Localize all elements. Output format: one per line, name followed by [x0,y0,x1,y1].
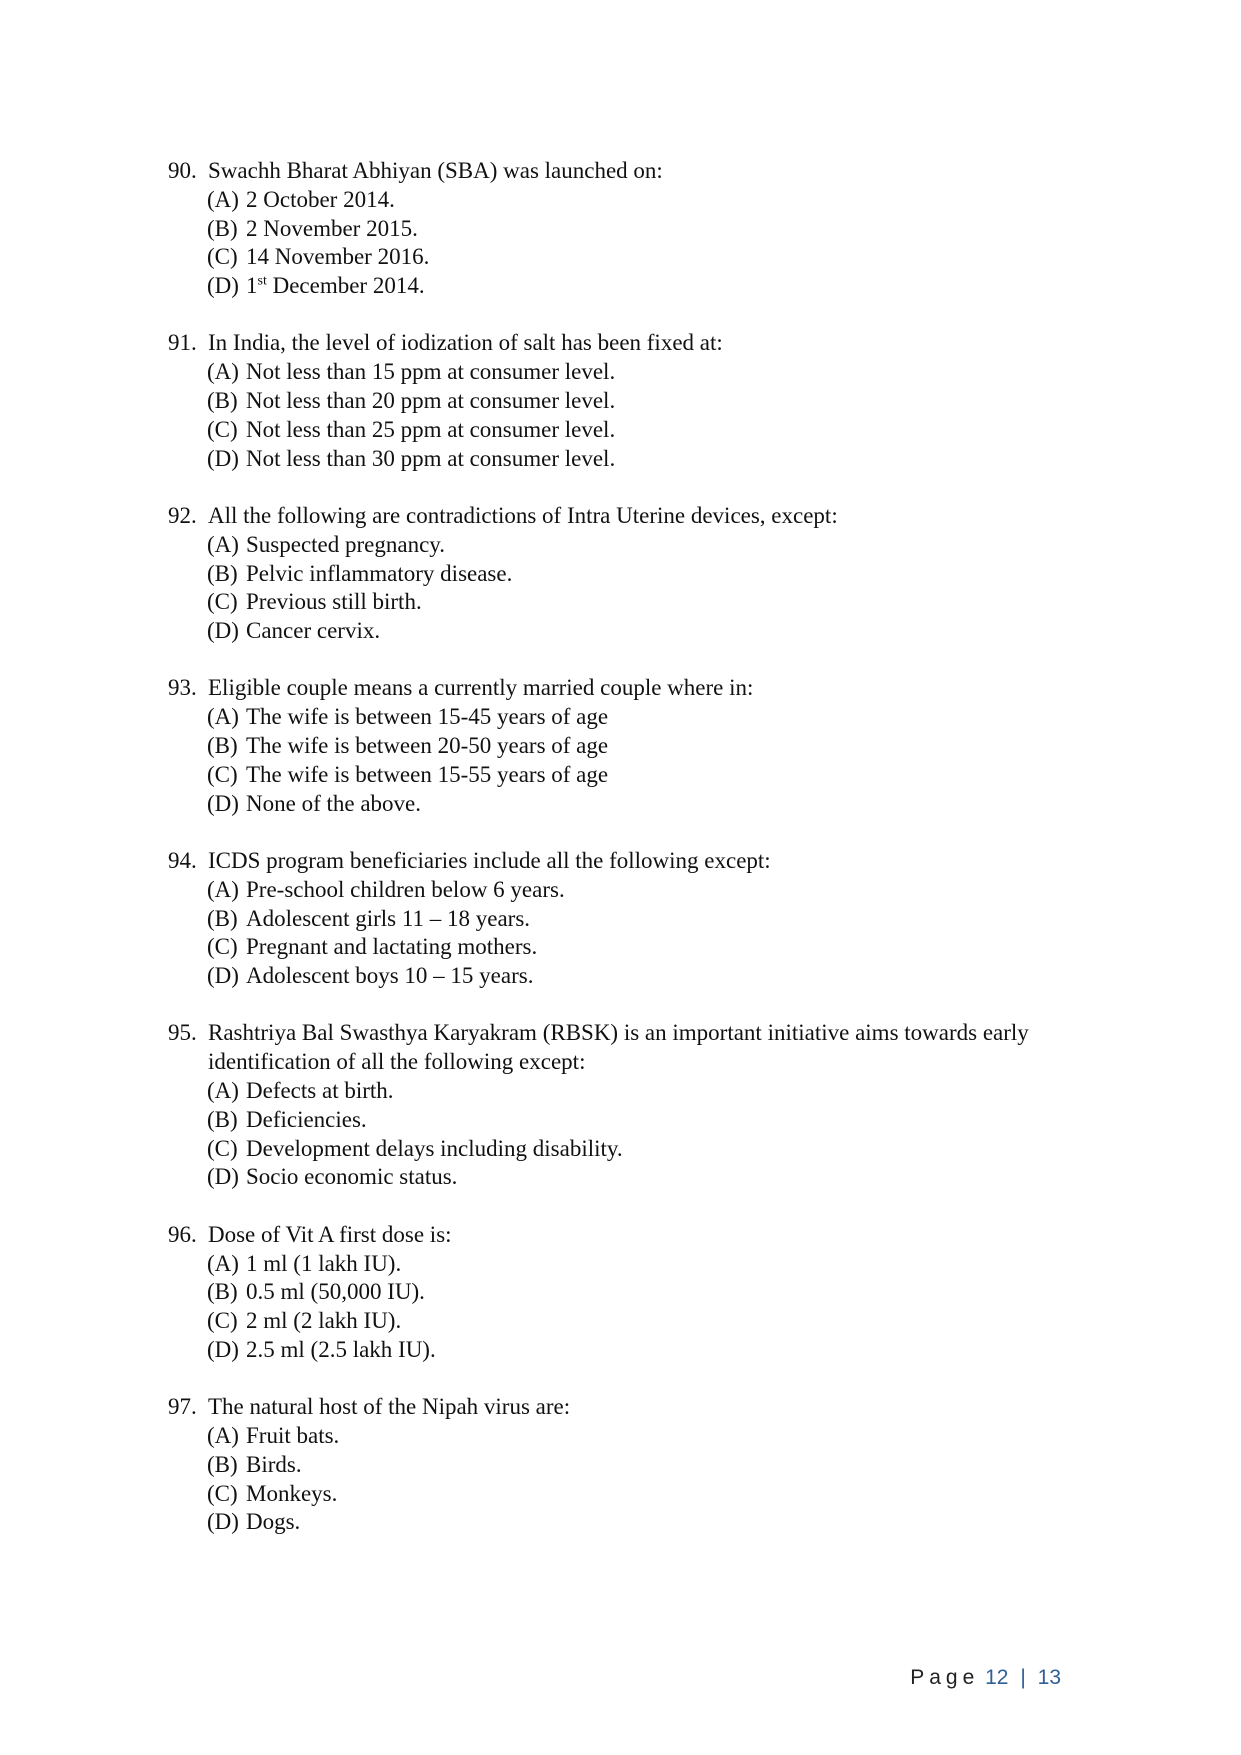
option-label: (A) [207,531,239,557]
option-label: (B) [207,1451,238,1477]
option-label: (C) [207,1308,238,1334]
option-label: (D) [207,790,239,816]
option-d [207,617,1118,646]
total-pages-number: 13 [1037,1666,1061,1689]
option-label: (D) [207,273,239,299]
option-d [207,445,1118,474]
option-b [207,1451,1118,1480]
option-text: Birds. [246,1451,302,1477]
page-footer [0,1666,1061,1690]
ordinal-suffix: st [257,273,267,289]
question-text: Swachh Bharat Abhiyan (SBA) was launched on: [208,158,663,183]
option-label: (C) [207,934,238,960]
option-a [207,531,1118,560]
option-label: (A) [207,1422,239,1448]
question-90 [168,157,1118,301]
option-text: Adolescent girls 11 – 18 years. [246,905,531,931]
question-number: 96. [168,1221,197,1247]
option-text: 2 November 2015. [246,215,418,241]
question-96 [168,1221,1118,1365]
question-number: 97. [168,1394,197,1420]
option-label: (B) [207,560,238,586]
option-label: (A) [207,876,239,902]
option-label: (D) [207,1336,239,1362]
option-a [207,186,1118,215]
option-c [207,588,1118,617]
option-label: (B) [207,1279,238,1305]
option-text: Pre-school children below 6 years. [246,876,565,902]
option-text: 2 ml (2 lakh IU). [246,1308,402,1334]
question-number: 91. [168,330,197,356]
option-label: (D) [207,963,239,989]
option-label: (D) [207,1164,239,1190]
option-text: Dogs. [246,1509,301,1535]
option-label: (A) [207,359,239,385]
option-label: (A) [207,1078,239,1104]
option-b [207,905,1118,934]
option-c [207,933,1118,962]
current-page-number: 12 [985,1666,1009,1689]
option-label: (A) [207,1250,239,1276]
option-label: (A) [207,704,239,730]
question-number: 94. [168,847,197,873]
option-label: (B) [207,1106,238,1132]
question-92 [168,502,1118,646]
option-text: Suspected pregnancy. [246,531,446,557]
option-text: Not less than 25 ppm at consumer level. [246,416,616,442]
option-b [207,732,1118,761]
question-text: ICDS program beneficiaries include all the following except: [208,847,771,873]
option-d [207,1508,1118,1537]
question-text: Rashtriya Bal Swasthya Karyakram (RBSK) is an important initiative aims towards early identification of all the following except: [208,1020,1029,1075]
option-label: (C) [207,1135,238,1161]
question-list [168,157,1118,1566]
option-label: (C) [207,1480,238,1506]
page-separator: | [1020,1666,1026,1689]
option-text: Adolescent boys 10 – 15 years. [246,963,534,989]
option-c [207,761,1118,790]
option-c [207,1135,1118,1164]
option-label: (A) [207,186,239,212]
question-91 [168,329,1118,473]
option-text: Cancer cervix. [246,618,381,644]
option-label: (D) [207,445,239,471]
question-text: The natural host of the Nipah virus are: [208,1394,571,1420]
question-number: 93. [168,675,197,701]
option-label: (B) [207,215,238,241]
option-text: 1 ml (1 lakh IU). [246,1250,402,1276]
option-label: (C) [207,589,238,615]
option-text: The wife is between 15-55 years of age [246,761,609,787]
option-text: Fruit bats. [246,1422,340,1448]
option-text: Defects at birth. [246,1078,394,1104]
question-number: 90. [168,158,197,183]
option-text: Pregnant and lactating mothers. [246,934,538,960]
option-label: (C) [207,416,238,442]
option-c [207,243,1118,272]
option-text: 2 October 2014. [246,186,395,212]
option-c [207,416,1118,445]
question-97 [168,1393,1118,1537]
option-text: The wife is between 15-45 years of age [246,704,609,730]
option-text: The wife is between 20-50 years of age [246,733,609,759]
option-text: 14 November 2016. [246,244,430,270]
option-text: 0.5 ml (50,000 IU). [246,1279,425,1305]
option-label: (C) [207,244,238,270]
option-label: (B) [207,388,238,414]
option-a [207,703,1118,732]
option-text: None of the above. [246,790,421,816]
option-text: Previous still birth. [246,589,422,615]
option-label: (B) [207,905,238,931]
option-d [207,272,1118,301]
option-label: (C) [207,761,238,787]
option-text: Not less than 20 ppm at consumer level. [246,388,616,414]
option-b [207,387,1118,416]
option-a [207,876,1118,905]
option-text: Socio economic status. [246,1164,458,1190]
option-text: Deficiencies. [246,1106,367,1132]
question-number: 95. [168,1020,197,1046]
option-b [207,1278,1118,1307]
option-text: Pelvic inflammatory disease. [246,560,513,586]
option-d [207,962,1118,991]
option-label: (D) [207,1509,239,1535]
question-text: Eligible couple means a currently married couple where in: [208,675,754,701]
option-b [207,1106,1118,1135]
question-93 [168,674,1118,818]
option-label: (D) [207,618,239,644]
option-c [207,1480,1118,1509]
option-text-rest: December 2014. [266,273,425,299]
option-text [246,272,1118,301]
question-text: All the following are contradictions of Intra Uterine devices, except: [208,502,838,528]
question-text: In India, the level of iodization of salt has been fixed at: [208,330,723,356]
option-c [207,1307,1118,1336]
option-text: Not less than 15 ppm at consumer level. [246,359,616,385]
option-a [207,1422,1118,1451]
option-text: Development delays including disability. [246,1135,623,1161]
option-d [207,1336,1118,1365]
option-text: Monkeys. [246,1480,338,1506]
question-number: 92. [168,502,197,528]
option-text: Not less than 30 ppm at consumer level. [246,445,616,471]
option-d [207,1163,1118,1192]
question-94 [168,847,1118,991]
option-a [207,1077,1118,1106]
option-b [207,560,1118,589]
option-a [207,1250,1118,1279]
question-95 [168,1019,1118,1192]
option-a [207,358,1118,387]
question-text: Dose of Vit A first dose is: [208,1221,452,1247]
option-b [207,215,1118,244]
option-text-number: 1 [246,273,258,299]
option-label: (B) [207,733,238,759]
option-text: 2.5 ml (2.5 lakh IU). [246,1336,436,1362]
page-word: Page [910,1666,980,1689]
option-d [207,790,1118,819]
